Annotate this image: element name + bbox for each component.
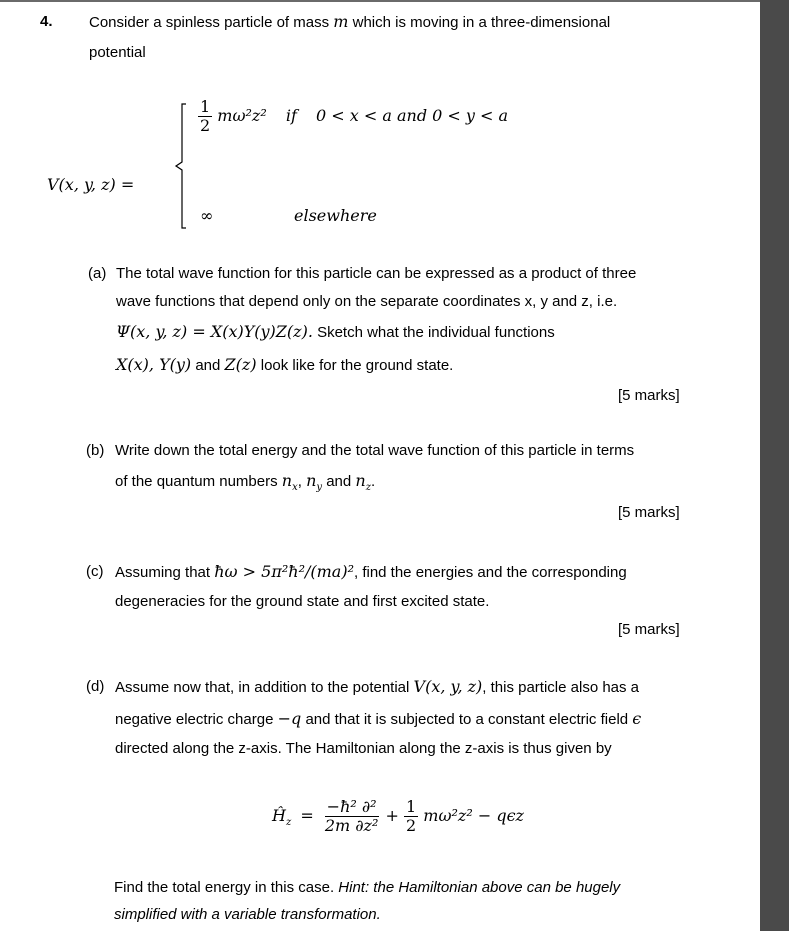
- part-d-final-line2: simplified with a variable transformation.: [114, 906, 381, 923]
- part-b-marks: [5 marks]: [618, 504, 680, 521]
- part-d-line2: negative electric charge −q and that it is subjected to a constant electric field ϵ: [115, 709, 642, 728]
- part-d-line3: directed along the z-axis. The Hamiltonian along the z-axis is thus given by: [115, 740, 612, 757]
- part-c-label: (c): [86, 563, 104, 580]
- part-a-line4: X(x), Y(y) and Z(z) look like for the ground state.: [116, 355, 454, 374]
- hamiltonian-equation: $Ĥ_z$ = $\frac{\text{−ħ² ∂²}}{\text{2m ∂z²}}$ + $\frac{1}{2}$ mω²z² − qϵz: [272, 797, 524, 835]
- part-a-line1: The total wave function for this particle can be expressed as a product of three: [116, 265, 637, 282]
- part-d-final-line1: Find the total energy in this case. Hint: the Hamiltonian above can be hugely: [114, 879, 621, 896]
- part-c-marks: [5 marks]: [618, 621, 680, 638]
- potential-case2-value: ∞: [200, 206, 214, 225]
- potential-case2-condition: elsewhere: [294, 206, 377, 225]
- part-b-line2: of the quantum numbers $n_x$, $n_y$ and $n_z$.: [115, 471, 376, 493]
- part-d-line1: Assume now that, in addition to the potential V(x, y, z), this particle also has a: [115, 677, 640, 696]
- potential-lhs: V(x, y, z) =: [47, 175, 135, 194]
- part-a-marks: [5 marks]: [618, 387, 680, 404]
- question-intro-line1: Consider a spinless particle of mass m which is moving in a three-dimensional: [89, 12, 611, 31]
- part-a-line3: Ψ(x, y, z) = X(x)Y(y)Z(z). Sketch what the individual functions: [116, 322, 555, 341]
- page-top-border: [0, 0, 760, 2]
- part-d-label: (d): [86, 678, 105, 695]
- part-c-line2: degeneracies for the ground state and first excited state.: [115, 593, 490, 610]
- part-a-line2: wave functions that depend only on the separate coordinates x, y and z, i.e.: [116, 293, 618, 310]
- question-intro-line2: potential: [89, 44, 146, 61]
- potential-case1: $\frac{1}{2}$ mω²z² if 0 < x < a and 0 < y < a: [200, 97, 509, 135]
- scrollbar[interactable]: [760, 0, 789, 931]
- part-c-line1: Assuming that ħω > 5π²ħ²/(ma)², find the energies and the corresponding: [115, 562, 627, 581]
- part-b-line1: Write down the total energy and the total wave function of this particle in terms: [115, 442, 635, 459]
- part-b-label: (b): [86, 442, 105, 459]
- part-a-label: (a): [88, 265, 107, 282]
- piecewise-brace: [168, 102, 190, 232]
- question-number: 4.: [40, 13, 53, 30]
